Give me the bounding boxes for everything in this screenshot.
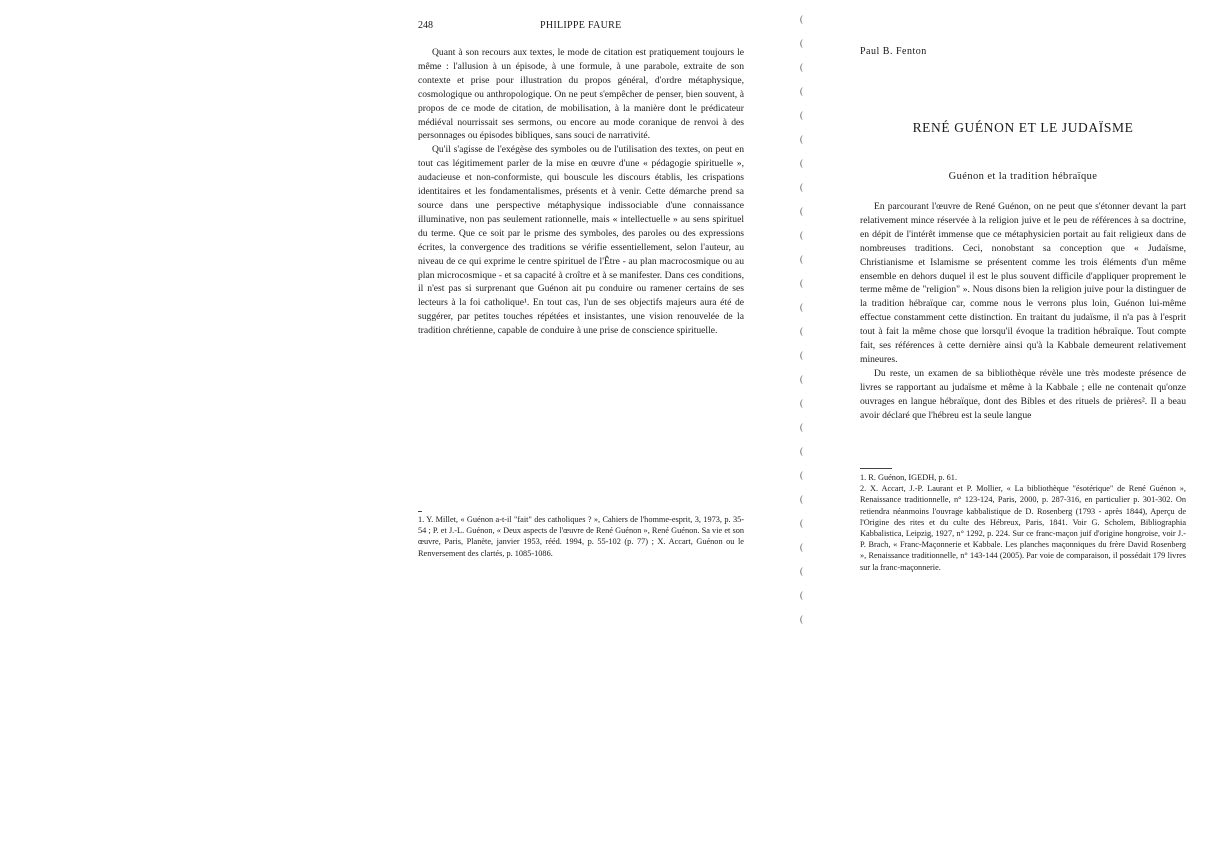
footnote-rule: [418, 511, 422, 512]
gutter-mark: (: [800, 398, 803, 408]
gutter-mark: (: [800, 494, 803, 504]
running-head-author: PHILIPPE FAURE: [540, 20, 622, 31]
gutter-mark: (: [800, 62, 803, 72]
left-footnotes: [418, 514, 744, 559]
gutter-mark: (: [800, 254, 803, 264]
gutter-mark: (: [800, 518, 803, 528]
gutter-mark: (: [800, 590, 803, 600]
gutter-mark: (: [800, 350, 803, 360]
gutter-mark: (: [800, 182, 803, 192]
left-body-text: [418, 46, 744, 338]
gutter-mark: (: [800, 38, 803, 48]
footnote: 1. Y. Millet, « Guénon a-t-il "fait" des catholiques ? », Cahiers de l'homme-esprit, 3, 1973, p. 35-54 ; P. et J.-L. Guénon, « Deux aspects de l'œuvre de René Guénon », René Guénon. Sa vie et son œuvre, Paris, Planète, janvier 1953, rééd. 1994, p. 55-102 (p. 77) ; X. Accart, Guénon ou le Renversement des clartés, p. 1085-1086.: [418, 515, 744, 558]
footnote: 1. R. Guénon, IGEDH, p. 61.: [860, 473, 958, 482]
gutter-mark: (: [800, 326, 803, 336]
gutter-mark: (: [800, 566, 803, 576]
paragraph: Du reste, un examen de sa bibliothèque révèle une très modeste présence de livres se rapportant au judaïsme et même à la Kabbale ; elle ne contenait qu'onze ouvrages en langue hébraïque, dont des Bibles et des rituels de prières². Il a beau avoir déclaré que l'hébreu est la seule langue: [860, 367, 1186, 421]
gutter-mark: (: [800, 14, 803, 24]
gutter-mark: (: [800, 302, 803, 312]
section-title: Guénon et la tradition hébraïque: [948, 171, 1098, 182]
paragraph: Quant à son recours aux textes, le mode de citation est pratiquement toujours le même : l'allusion à un épisode, à une formule, à une parabole, extraite de son contexte et prise pour illustration du propos général, d'ordre métaphysique, cosmologique ou anthropologique. On ne peut s'empêcher de penser, bien souvent, à propos de ce mode de citation, de mobilisation, à la manière dont le prédicateur médiéval nourrissait ses sermons, ou encore au mode coranique de renvoi à des personnages ou épisodes bibliques, sans souci de narrativité.: [418, 47, 744, 142]
footnote: 2. X. Accart, J.-P. Laurant et P. Mollier, « La bibliothèque "ésotérique" de René Guénon », Renaissance traditionnelle, n° 123-124, Paris, 2000, p. 287-316, en particulier p. 301-302. On retiendra néanmoins l'ouvrage kabbalistique de D. Rosenberg (1793 - après 1844), Aperçu de l'Origine des rites et du culte des Hébreux, Paris, 1841. Voir G. Scholem, Bibliographia Kabbalistica, Leipzig, 1927, n° 1292, p. 224. Sur ce franc-maçon juif d'origine hongroise, voir J.-P. Brach, « Franc-Maçonnerie et Kabbale. Les planches maçonniques du frère David Rosenberg », Renaissance traditionnelle, n° 143-144 (2005). Par voie de comparaison, il possédait 179 livres sur la franc-maçonnerie.: [860, 484, 1186, 572]
gutter-mark: (: [800, 86, 803, 96]
gutter-mark: (: [800, 206, 803, 216]
right-footnotes: [860, 472, 1186, 573]
page-gutter: [796, 14, 808, 626]
paragraph: Qu'il s'agisse de l'exégèse des symboles ou de l'utilisation des textes, on peut en tout cas légitimement parler de la mise en œuvre d'une « pédagogie spirituelle », audacieuse et non-conformiste, qui bouscule les discours établis, les crispations identitaires et les fondamentalismes, présents et à venir. Cette démarche prend sa source dans une perspective métaphysique indissociable d'une connaissance illuminative, non pas seulement rationnelle, mais « intellectuelle » au sens spirituel du terme. Que ce soit par le prisme des symboles, des paroles ou des expressions écrites, la convergence des traditions se vérifie essentiellement, selon l'auteur, au niveau de ce qui exprime le centre spirituel de l'Être - au plan macrocosmique ou au plan microcosmique - et sa capacité à croître et à se manifester. Dans ces conditions, il n'est pas si surprenant que Guénon ait pu conduire ou ramener certains de ses lecteurs à la foi catholique¹. En tout cas, l'un de ses objectifs majeurs aura été de suggérer, par petites touches répétées et insistantes, une vision renouvelée de la tradition chrétienne, capable de conduire à une prise de conscience spirituelle.: [418, 144, 744, 337]
gutter-mark: (: [800, 134, 803, 144]
gutter-mark: (: [800, 158, 803, 168]
gutter-mark: (: [800, 110, 803, 120]
gutter-mark: (: [800, 614, 803, 624]
right-body-text: [860, 200, 1186, 423]
gutter-mark: (: [800, 470, 803, 480]
gutter-mark: (: [800, 278, 803, 288]
gutter-mark: (: [800, 446, 803, 456]
gutter-mark: (: [800, 422, 803, 432]
gutter-mark: (: [800, 230, 803, 240]
paragraph: En parcourant l'œuvre de René Guénon, on ne peut que s'étonner devant la part relativement mince réservée à la religion juive et le peu de références à sa doctrine, en dépit de l'intérêt immense que ce métaphysicien portait au fait religieux dans de nombreuses traditions. Ceci, nonobstant sa conception que « Judaïsme, Christianisme et Islamisme se présentent comme les trois éléments d'un même ensemble en dehors duquel il est le plus souvent difficile d'appliquer proprement le terme même de "religion" ». Nous disons bien la religion juive pour la distinguer de la tradition hébraïque car, comme nous le verrons plus loin, Guénon lui-même effectue constamment cette distinction. En traitant du judaïsme, il n'a pas à l'esprit tout à fait la même chose que lorsqu'il évoque la tradition hébraïque. Tout compte fait, ses références à cette dernière ainsi qu'à la Kabbale demeurent relativement mineures.: [860, 201, 1186, 365]
page-number: 248: [418, 20, 433, 31]
running-head-author: Paul B. Fenton: [860, 46, 927, 57]
gutter-mark: (: [800, 374, 803, 384]
gutter-mark: (: [800, 542, 803, 552]
chapter-title: RENÉ GUÉNON ET LE JUDAÏSME: [912, 120, 1134, 135]
footnote-rule: [860, 468, 892, 469]
